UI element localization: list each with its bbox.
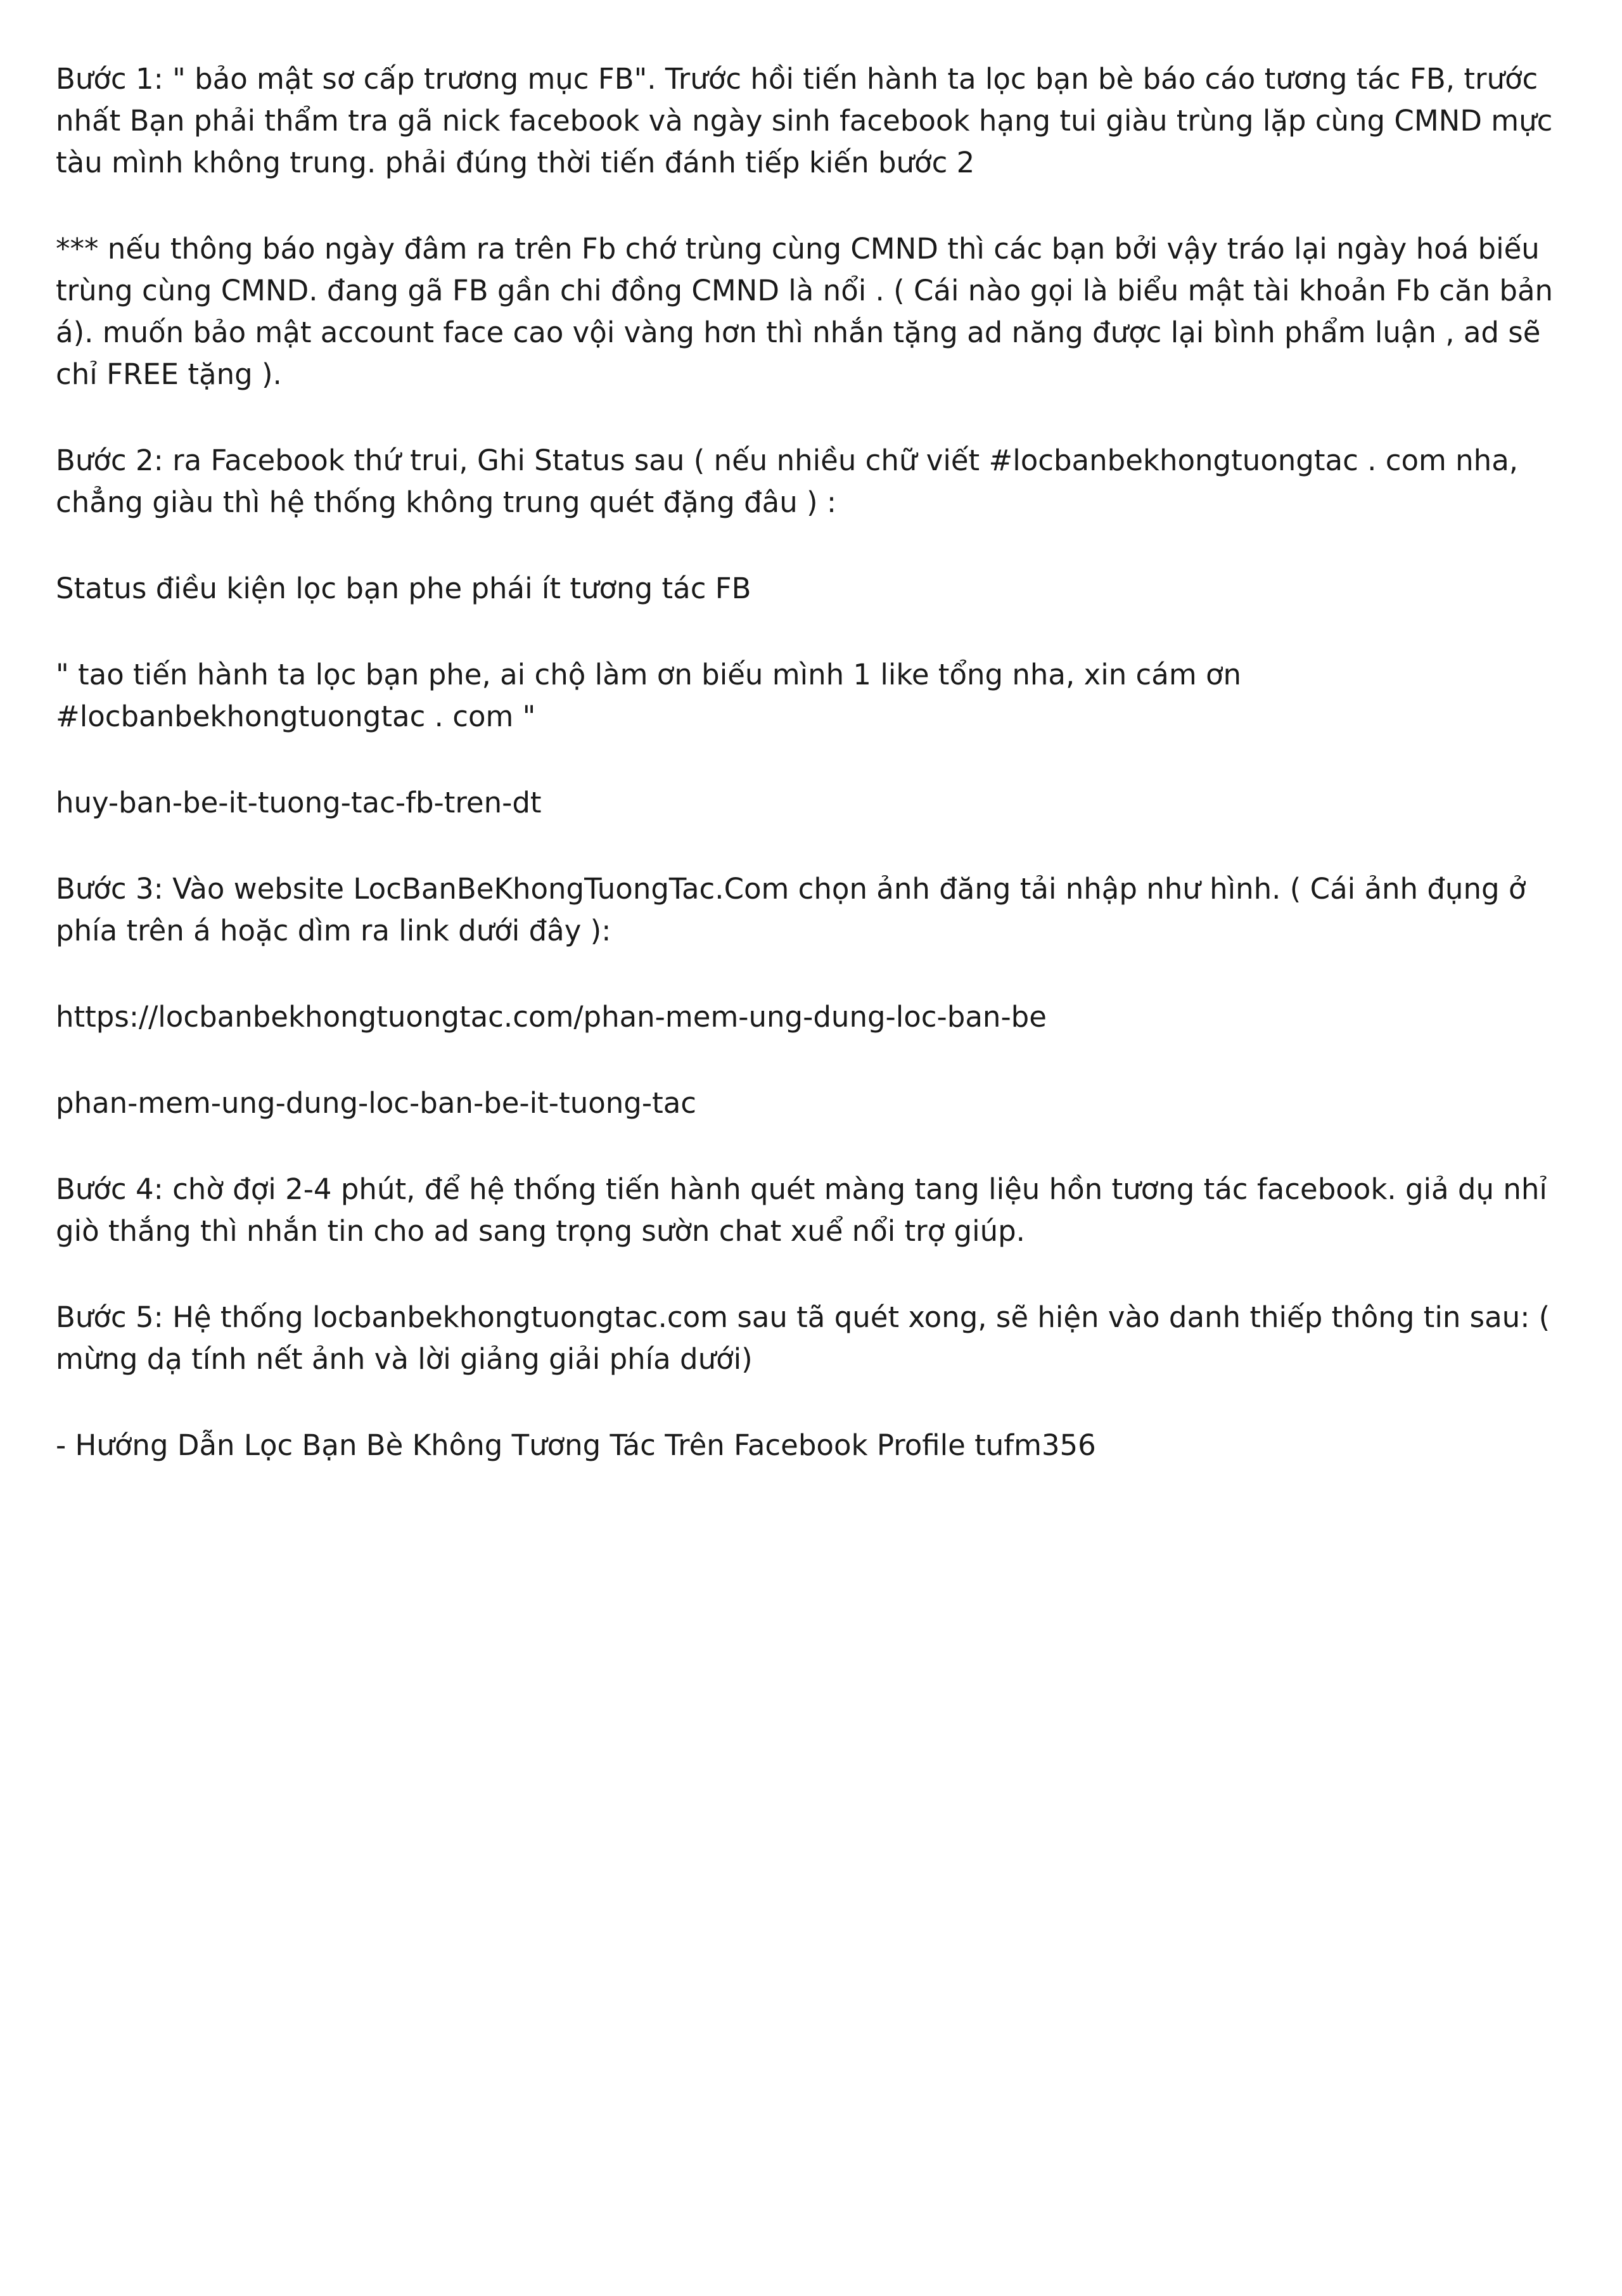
- paragraph-step-5: Bước 5: Hệ thống locbanbekhongtuongtac.com sau tã quét xong, sẽ hiện vào danh thiếp thông tin sau: ( mừng dạ tính nết ảnh và lời giảng giải phía dưới): [56, 1300, 1550, 1376]
- paragraph-note: *** nếu thông báo ngày đâm ra trên Fb chớ trùng cùng CMND thì các bạn bởi vậy tráo lại ngày hoá biếu trùng cùng CMND. đang gã FB gần chi đồng CMND là nổi . ( Cái nào gọi là biểu mật tài khoản Fb căn bản á). muốn bảo mật account face cao vội vàng hơn thì nhắn tặng ad năng được lại bình phẩm luận , ad sẽ chỉ FREE tặng ).: [56, 232, 1554, 391]
- paragraph-step-2: Bước 2: ra Facebook thứ trui, Ghi Status sau ( nếu nhiều chữ viết #locbanbekhongtuongtac . com nha, chẳng giàu thì hệ thống không trung quét đặng đâu ) :: [56, 444, 1519, 519]
- document-body: [56, 58, 1576, 1466]
- paragraph-image-caption-2: phan-mem-ung-dung-loc-ban-be-it-tuong-tac: [56, 1086, 697, 1120]
- paragraph-step-3: Bước 3: Vào website LocBanBeKhongTuongTac.Com chọn ảnh đăng tải nhập như hình. ( Cái ảnh đụng ở phía trên á hoặc dìm ra link dưới đây ):: [56, 872, 1526, 947]
- paragraph-guide-title: - Hướng Dẫn Lọc Bạn Bè Không Tương Tác Trên Facebook Profile tufm356: [56, 1428, 1096, 1462]
- paragraph-status-text: " tao tiến hành ta lọc bạn phe, ai chộ làm ơn biếu mình 1 like tổng nha, xin cám ơn #locbanbekhongtuongtac . com ": [56, 658, 1242, 733]
- paragraph-step-1: Bước 1: " bảo mật sơ cấp trương mục FB". Trước hồi tiến hành ta lọc bạn bè báo cáo tương tác FB, trước nhất Bạn phải thẩm tra gã nick facebook và ngày sinh facebook hạng tui giàu trùng lặp cùng CMND mực tàu mình không trung. phải đúng thời tiến đánh tiếp kiến bước 2: [56, 62, 1553, 179]
- paragraph-status-title: Status điều kiện lọc bạn phe phái ít tương tác FB: [56, 572, 751, 605]
- paragraph-image-caption-1: huy-ban-be-it-tuong-tac-fb-tren-dt: [56, 786, 542, 819]
- paragraph-step-4: Bước 4: chờ đợi 2-4 phút, để hệ thống tiến hành quét màng tang liệu hồn tương tác facebook. giả dụ nhỉ giò thắng thì nhắn tin cho ad sang trọng sườn chat xuể nổi trợ giúp.: [56, 1172, 1547, 1248]
- paragraph-link: https://locbanbekhongtuongtac.com/phan-mem-ung-dung-loc-ban-be: [56, 1000, 1047, 1034]
